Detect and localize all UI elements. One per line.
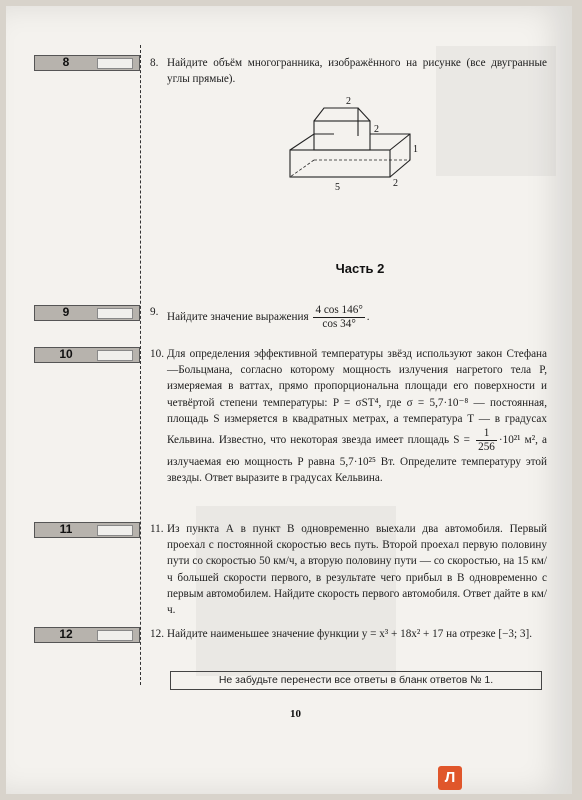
fraction-numerator: 1 [476,427,497,441]
answer-box-number: 12 [59,627,73,641]
task-text: Из пункта А в пункт В одновременно выехали два автомобиля. Первый проехал с постоянной скоростью весь путь. Второй проехал первую половину пути со скоростью 50 км/ч, а вторую половину пути — со скоростью, на 15 км/ч большей скорости первого, в результате чего прибыл в В одновременно с первым автомобилем. Найдите скорость первого автомобиля. Ответ дайте в км/ч. [167,523,547,617]
figure-label: 1 [413,144,418,155]
part-title: Часть 2 [335,261,385,276]
task-text: Найдите значение выражения [167,311,309,324]
publisher-logo: Л [438,766,462,790]
reminder-box: Не забудьте перенести все ответы в бланк ответов № 1. [170,671,542,690]
fraction-denominator: cos 34° [322,318,356,330]
task-10 [150,346,547,486]
answer-box-8[interactable] [34,55,140,71]
task-number: 9. [150,306,159,318]
answer-slot[interactable] [97,58,133,69]
cut-line [140,45,141,685]
task-12 [150,626,547,642]
task-text: Для определения эффективной температуры звёзд используют закон Стефана—Больцмана, согласно которому мощность излучения нагретого тела P, измеряемая в ваттах, прямо пропорциональна площади его поверхности и четвёртой степени температуры: P = σST⁴, где σ = 5,7·10⁻⁸ — постоянная, площадь S измеряется в квадратных метрах, а температура T — в градусах Кельвина. Известно, что некоторая звезда имеет площадь S = [167,348,547,447]
fraction-denominator: 256 [478,441,495,454]
answer-box-12[interactable] [34,627,140,643]
task-number: 11. [150,523,164,535]
page-number: 10 [290,708,301,720]
answer-box-number: 10 [59,347,73,361]
fraction-numerator: 4 cos 146° [315,304,363,316]
task-11 [150,521,547,618]
figure-label: 2 [346,96,351,107]
figure-label: 5 [335,182,340,193]
answer-box-number: 9 [62,305,70,319]
task-number: 10. [150,348,164,360]
figure-label: 2 [374,124,379,135]
task-text: . [366,311,370,324]
answer-slot[interactable] [97,308,133,319]
task-number: 8. [150,57,159,69]
answer-slot[interactable] [97,630,133,641]
answer-box-10[interactable] [34,347,140,363]
task-8 [150,55,547,87]
fraction [313,304,364,331]
figure-label: 2 [393,178,398,189]
answer-slot[interactable] [97,525,133,536]
answer-box-number: 8 [62,55,70,69]
task-text: Найдите объём многогранника, изображённого на рисунке (все двугранные углы прямые). [167,57,547,86]
fraction [476,427,497,454]
task-text: ·10²¹ м², а излучаемая ею мощность P равна 5,7·10²⁵ Вт. Определите температуру этой звезды. Ответ выразите в градусах Кельвина. [167,434,547,485]
answer-box-11[interactable] [34,522,140,538]
task-number: 12. [150,628,164,640]
task-text: Найдите наименьшее значение функции y = x³ + 18x² + 17 на отрезке [−3; 3]. [167,628,533,640]
task-9 [150,304,547,331]
polyhedron-figure [280,90,420,195]
answer-box-9[interactable] [34,305,140,321]
answer-slot[interactable] [97,350,133,361]
answer-box-number: 11 [59,522,73,536]
